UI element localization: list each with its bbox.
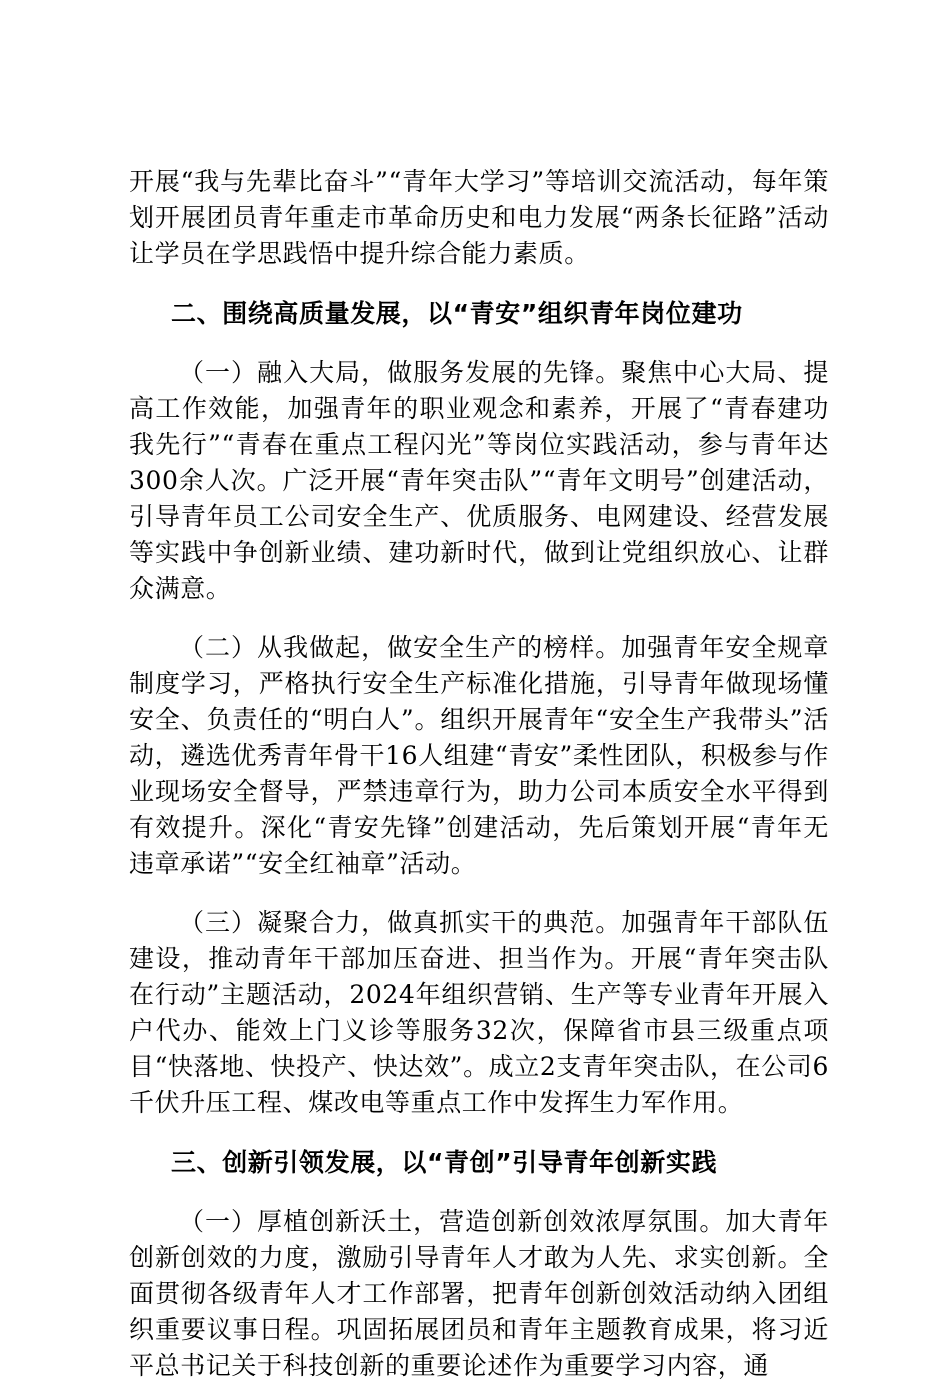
paragraph-section-three-item-one: （一）厚植创新沃土，营造创新创效浓厚氛围。加大青年创新创效的力度，激励引导青年人才敢为人先、求实创新。全面贯彻各级青年人才工作部署，把青年创新创效活动纳入团组织重要议事日程。巩固拓展团员和青年主题教育成果，将习近平总书记关于科技创新的重要论述作为重要学习内容，通 [129, 1207, 829, 1380]
paragraph-section-two-item-three: （三）凝聚合力，做真抓实干的典范。加强青年干部队伍建设，推动青年干部加压奋进、担当作为。开展“青年突击队在行动”主题活动，2024年组织营销、生产等专业青年开展入户代办、能效上门义诊等服务32次，保障省市县三级重点项目“快落地、快投产、快达效”。成立2支青年突击队，在公司6千伏升压工程、煤改电等重点工作中发挥生力军作用。 [129, 908, 829, 1117]
paragraph-section-two-item-two: （二）从我做起，做安全生产的榜样。加强青年安全规章制度学习，严格执行安全生产标准化措施，引导青年做现场懂安全、负责任的“明白人”。组织开展青年“安全生产我带头”活动，遴选优秀青年骨干16人组建“青安”柔性团队，积极参与作业现场安全督导，严禁违章行为，助力公司本质安全水平得到有效提升。深化“青安先锋”创建活动，先后策划开展“青年无违章承诺”“安全红袖章”活动。 [129, 633, 829, 878]
section-heading-two: 二、围绕高质量发展，以“青安”组织青年岗位建功 [171, 299, 743, 328]
section-heading-three: 三、创新引领发展，以“青创”引导青年创新实践 [171, 1148, 718, 1177]
document-body [129, 164, 829, 1384]
paragraph-continuation: 开展“我与先辈比奋斗”“青年大学习”等培训交流活动，每年策划开展团员青年重走市革命历史和电力发展“两条长征路”活动让学员在学思践悟中提升综合能力素质。 [129, 167, 829, 268]
paragraph-section-two-item-one: （一）融入大局，做服务发展的先锋。聚焦中心大局、提高工作效能，加强青年的职业观念和素养，开展了“青春建功我先行”“青春在重点工程闪光”等岗位实践活动，参与青年达300余人次。广泛开展“青年突击队”“青年文明号”创建活动，引导青年员工公司安全生产、优质服务、电网建设、经营发展等实践中争创新业绩、建功新时代，做到让党组织放心、让群众满意。 [129, 358, 829, 603]
